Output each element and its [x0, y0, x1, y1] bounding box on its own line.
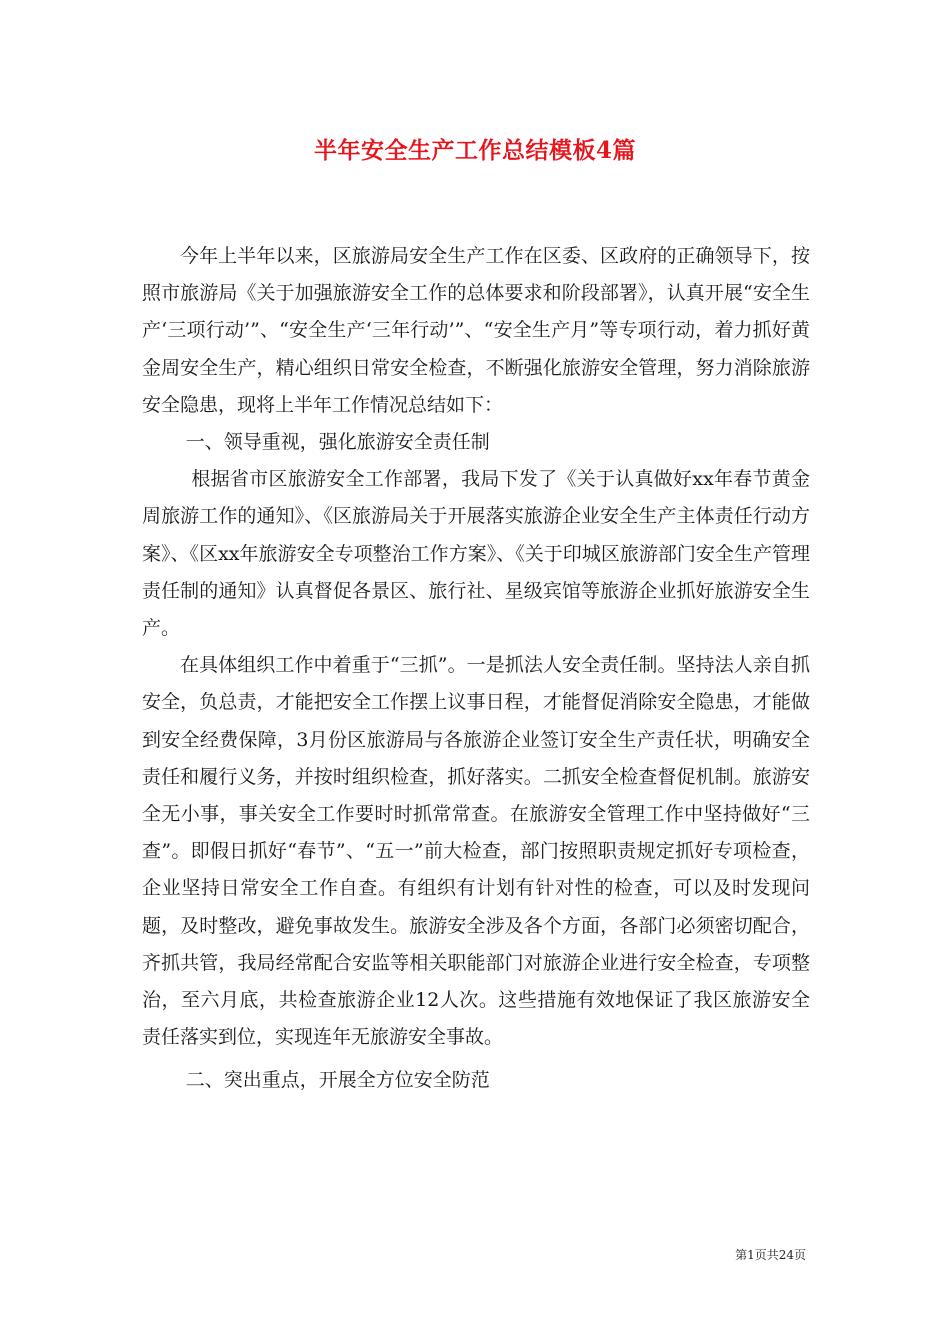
paragraph-three-grasps: 在具体组织工作中着重于“三抓”。一是抓法人安全责任制。坚持法人亲自抓安全，负总责，才能把安全工作摆上议事日程，才能督促消除安全隐患，才能做到安全经费保障，3月份区旅游局与各旅游企业签订安全生产责任状，明确安全责任和履行义务，并按时组织检查，抓好落实。二抓安全检查督促机制。旅游安全无小事，事关安全工作要时时抓常常查。在旅游安全管理工作中坚持做好“三查”。即假日抓好“春节”、“五一”前大检查，部门按照职责规定抓好专项检查，企业坚持日常安全工作自查。有组织有计划有针对性的检查，可以及时发现问题，及时整改，避免事故发生。旅游安全涉及各个方面，各部门必须密切配合，齐抓共管，我局经常配合安监等相关职能部门对旅游企业进行安全检查，专项整治，至六月底，共检查旅游企业12人次。这些措施有效地保证了我区旅游安全责任落实到位，实现连年无旅游安全事故。 — [142, 654, 810, 1049]
page-number: 第1页共24页 — [735, 1248, 806, 1262]
section-heading-1: 一、领导重视，强化旅游安全责任制 — [185, 431, 490, 454]
paragraph-intro: 今年上半年以来，区旅游局安全生产工作在区委、区政府的正确领导下，按照市旅游局《关于加强旅游安全工作的总体要求和阶段部署》，认真开展“安全生产‘三项行动’”、“安全生产‘三年行动’”、“安全生产月”等专项行动，着力抓好黄金周安全生产，精心组织日常安全检查，不断强化旅游安全管理，努力消除旅游安全隐患，现将上半年工作情况总结如下： — [142, 245, 810, 416]
section-heading-2: 二、突出重点，开展全方位安全防范 — [185, 1069, 490, 1092]
paragraph-deployment: 根据省市区旅游安全工作部署，我局下发了《关于认真做好xx年春节黄金周旅游工作的通知》、《区旅游局关于开展落实旅游企业安全生产主体责任行动方案》、《区xx年旅游安全专项整治工作方案》、《关于印城区旅游部门安全生产管理责任制的通知》认真督促各景区、旅行社、星级宾馆等旅游企业抓好旅游安全生产。 — [142, 468, 810, 640]
document-title: 半年安全生产工作总结模板4篇 — [313, 137, 636, 164]
document-body — [142, 238, 810, 1100]
